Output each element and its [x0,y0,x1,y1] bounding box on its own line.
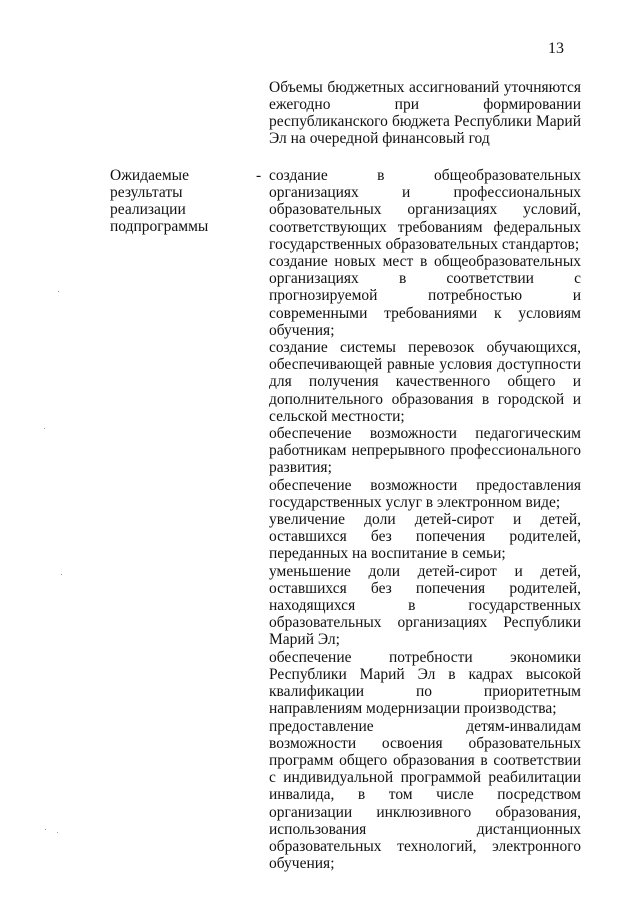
list-item: обеспечение возможности педагогическим работникам непрерывного профессионального развития; [269,425,581,477]
section-label-line: Ожидаемые [110,167,189,184]
scan-speck [58,291,59,292]
scan-speck [61,574,62,575]
results-list [269,167,581,872]
scan-speck [44,428,45,429]
section-label-line: результаты [110,184,183,201]
section-label-line: реализации [110,201,186,218]
list-item: обеспечение потребности экономики Республики Марий Эл в кадрах высокой квалификации по приоритетным направлениям модернизации производства; [269,648,581,718]
list-item: предоставление детям-инвалидам возможности освоения образовательных программ общего образования в соответствии с индивидуальной программой реабилитации инвалида, в том числе посредством организации инклюзивного образования, использования дистанционных образовательных технологий, электронного обучения; [269,717,581,873]
list-item: создание в общеобразовательных организациях и профессиональных образовательных организациях условий, соответствующих требованиям федеральных государственных образовательных стандартов; [269,167,581,253]
list-item: уменьшение доли детей-сирот и детей, оставшихся без попечения родителей, находящихся в государственных образовательных организациях Республики Марий Эл; [269,562,581,649]
list-item: создание системы перевозок обучающихся, обеспечивающей равные условия доступности для получения качественного общего и дополнительного образования в городской и сельской местности; [269,339,581,425]
section-label-line: подпрограммы [110,218,209,235]
list-item: создание новых мест в общеобразовательных организациях в соответствии с прогнозируемой потребностью и современными требованиями к условиям обучения; [269,253,581,339]
page-number: 13 [548,40,564,57]
list-dash: - [256,167,262,184]
scan-speck [45,829,46,830]
intro-paragraph: Объемы бюджетных ассигнований уточняются ежегодно при формировании республиканского бюджета Республики Марий Эл на очередной финансовый год [269,79,581,147]
list-item: обеспечение возможности предоставления государственных услуг в электронном виде; [269,476,581,511]
scan-speck [57,832,58,833]
list-item: увеличение доли детей-сирот и детей, оставшихся без попечения родителей, переданных на воспитание в семьи; [269,511,581,563]
section-label [110,167,240,235]
